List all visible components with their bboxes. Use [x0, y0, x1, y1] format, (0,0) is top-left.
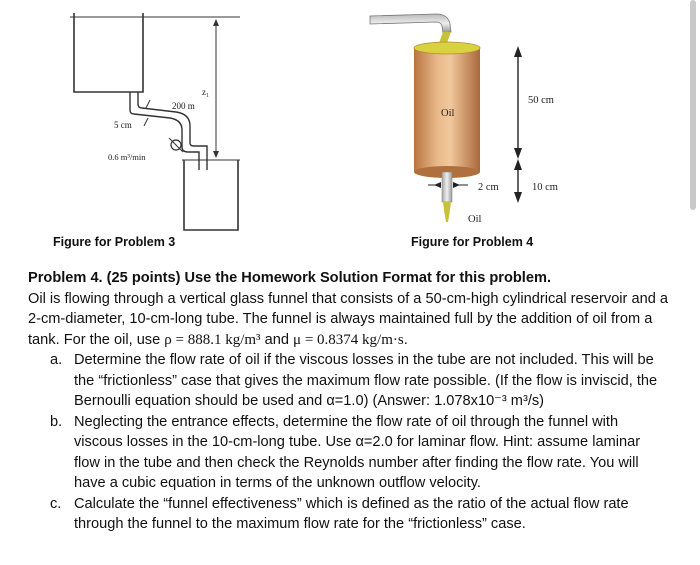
problem-part-a: a. Determine the flow rate of oil if the viscous losses in the tube are not included. This will be the “frictionless” case that gives the maximum flow rate possible. (If the flow is inviscid, the Bernoulli equation should be used and α=1.0) (Answer: 1.078x10⁻³ m³/s): [50, 352, 658, 409]
lower-tank: [184, 160, 238, 230]
figure-3-caption: Figure for Problem 3: [53, 235, 176, 249]
label-tube-length: 10 cm: [532, 182, 558, 193]
problem-4: [28, 268, 668, 535]
figure-4-caption: Figure for Problem 4: [411, 235, 534, 249]
problem-parts: [28, 350, 668, 535]
label-height: 50 cm: [528, 95, 554, 106]
problem-heading: Problem 4. (25 points) Use the Homework Solution Format for this problem.: [28, 270, 552, 286]
label-z1: z₁: [202, 87, 210, 97]
problem-part-b: b. Neglecting the entrance effects, determine the flow rate of oil through the funnel with viscous losses in the 10-cm-long tube. Use α=2.0 for laminar flow. Hint: assume laminar flow in the tube and then check the Reynolds number after finding the flow rate. You will have a cubic equation in terms of the unknown outflow velocity.: [50, 413, 641, 491]
figure-3-diagram: [0, 0, 320, 240]
problem-intro: Oil is flowing through a vertical glass funnel that consists of a 50-cm-high cylindrical reservoir and a 2-cm-diameter, 10-cm-long tube. The funnel is always maintained full by the addition of oil from a tank. For the oil, use ρ = 888.1 kg/m³ and μ = 0.8374 kg/m·s.: [28, 290, 668, 348]
feed-pipe: [370, 14, 451, 33]
label-oil-outflow: Oil: [468, 214, 482, 225]
oil-outflow: [443, 202, 451, 222]
label-tube-diameter: 2 cm: [478, 182, 499, 193]
figure-4-diagram: [340, 0, 600, 232]
label-flow-rate: 0.6 m³/min: [108, 152, 146, 162]
funnel-tube: [442, 172, 452, 202]
density-value: ρ = 888.1 kg/m³: [164, 331, 261, 348]
problem-part-c: c. Calculate the “funnel effectiveness” which is defined as the ratio of the actual flow rate through the funnel to the maximum flow rate for the “frictionless” case.: [50, 495, 629, 532]
upper-tank: [74, 13, 143, 92]
scrollbar[interactable]: [690, 0, 696, 210]
label-pipe-length: 200 m: [172, 101, 195, 111]
label-oil-tank: Oil: [441, 108, 455, 119]
label-pipe-diameter: 5 cm: [114, 120, 132, 130]
viscosity-value: μ = 0.8374 kg/m·s: [293, 331, 404, 348]
